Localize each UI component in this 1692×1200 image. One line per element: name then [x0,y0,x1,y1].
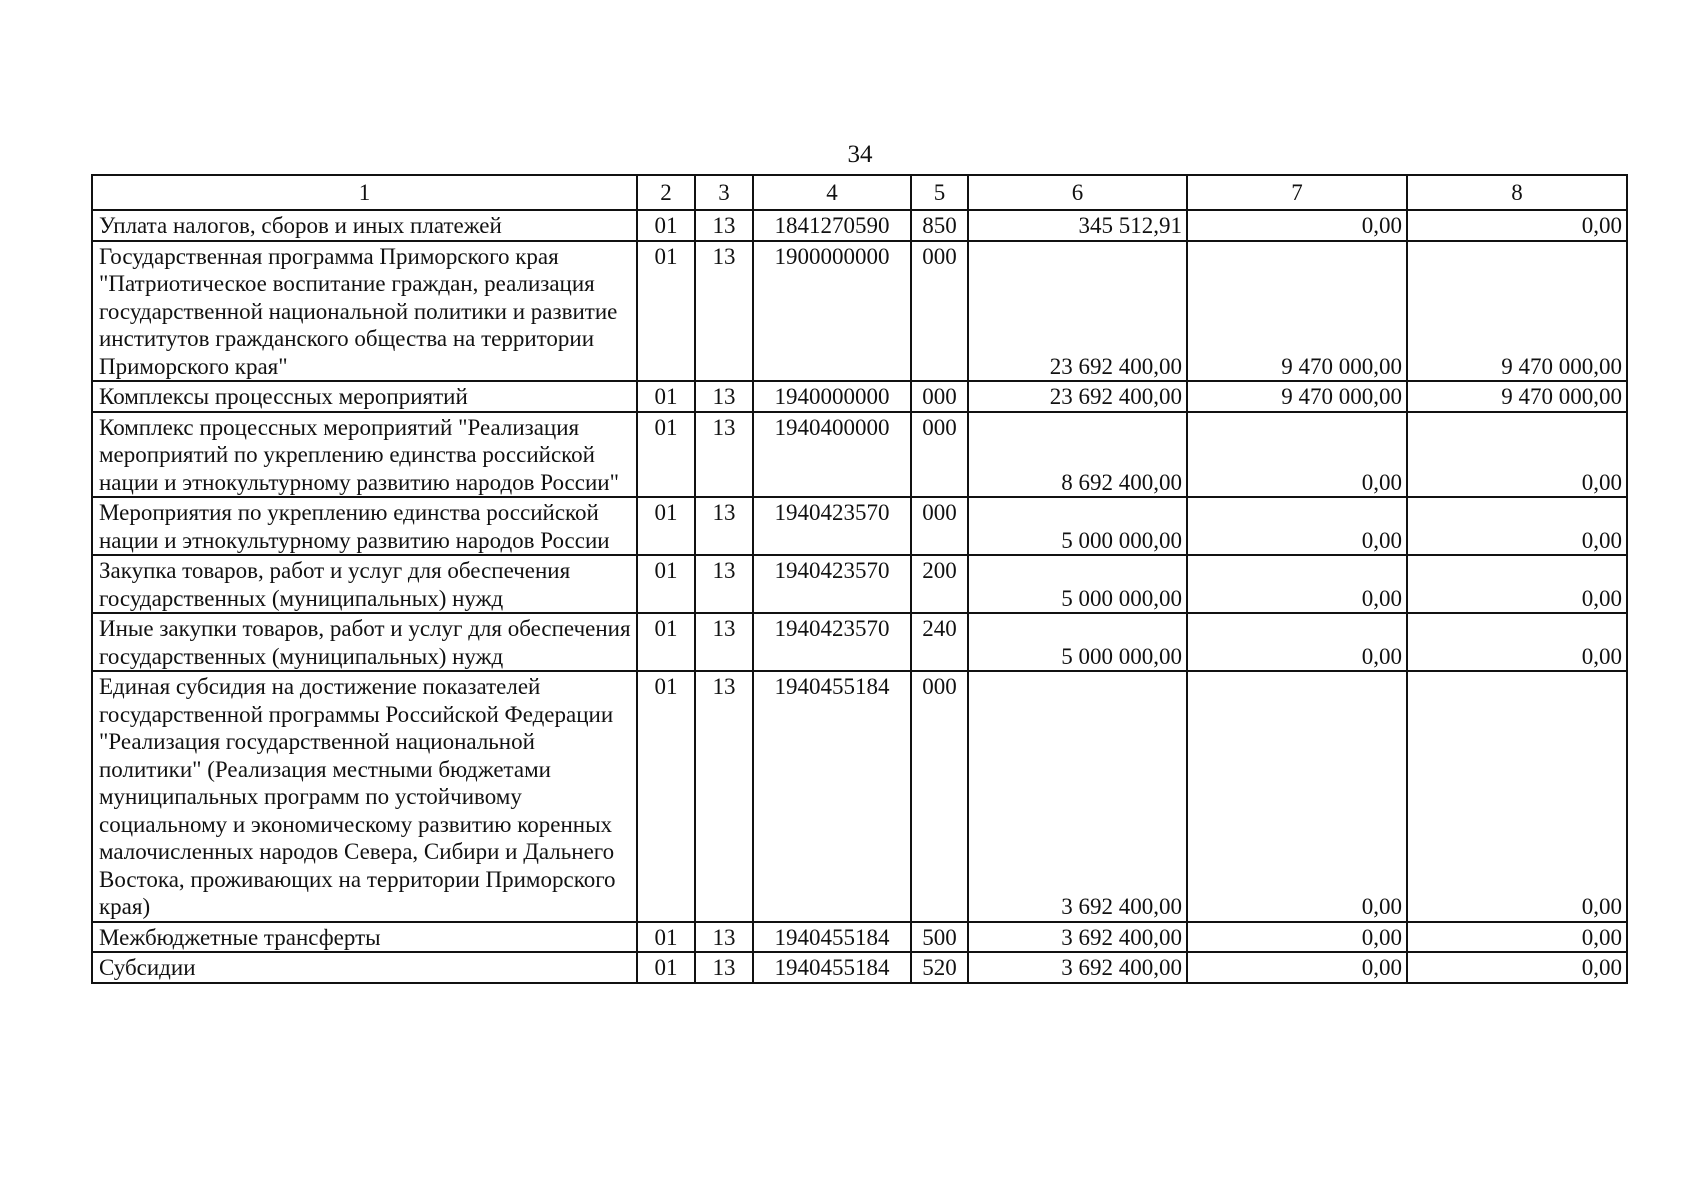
amount-col-7: 0,00 [1187,671,1407,922]
subsection-code: 13 [695,613,753,671]
amount-col-7: 0,00 [1187,555,1407,613]
section-code: 01 [637,497,695,555]
amount-col-8: 9 470 000,00 [1407,241,1627,382]
column-header: 1 [92,175,637,210]
target-article-code: 1940455184 [753,952,911,983]
row-name: Единая субсидия на достижение показателей государственной программы Российской Федерации "Реализация государственной национальной политики" (Реализация местными бюджетами муниципальных программ по устойчивому социальному и экономическому развитию коренных малочисленных народов Севера, Сибири и Дальнего Востока, проживающих на территории Приморского края) [92,671,637,922]
amount-col-7: 0,00 [1187,613,1407,671]
column-header: 2 [637,175,695,210]
expense-type-code: 000 [911,671,968,922]
target-article-code: 1841270590 [753,210,911,241]
amount-col-8: 0,00 [1407,922,1627,953]
row-name: Государственная программа Приморского края "Патриотическое воспитание граждан, реализация государственной национальной политики и развитие институтов гражданского общества на территории Приморского края" [92,241,637,382]
amount-col-6: 3 692 400,00 [968,922,1187,953]
column-header: 4 [753,175,911,210]
table-row [92,210,1627,241]
subsection-code: 13 [695,381,753,412]
row-name: Уплата налогов, сборов и иных платежей [92,210,637,241]
expense-type-code: 850 [911,210,968,241]
row-name: Комплексы процессных мероприятий [92,381,637,412]
amount-col-8: 0,00 [1407,952,1627,983]
section-code: 01 [637,381,695,412]
section-code: 01 [637,671,695,922]
target-article-code: 1940423570 [753,613,911,671]
table-row [92,613,1627,671]
table-row [92,555,1627,613]
section-code: 01 [637,241,695,382]
amount-col-6: 8 692 400,00 [968,412,1187,498]
expense-type-code: 000 [911,381,968,412]
table-row [92,922,1627,953]
column-header: 6 [968,175,1187,210]
target-article-code: 1940400000 [753,412,911,498]
amount-col-7: 9 470 000,00 [1187,381,1407,412]
section-code: 01 [637,210,695,241]
column-header: 5 [911,175,968,210]
amount-col-6: 5 000 000,00 [968,497,1187,555]
section-code: 01 [637,412,695,498]
expense-type-code: 240 [911,613,968,671]
amount-col-8: 0,00 [1407,412,1627,498]
target-article-code: 1940423570 [753,497,911,555]
target-article-code: 1940423570 [753,555,911,613]
amount-col-6: 23 692 400,00 [968,381,1187,412]
subsection-code: 13 [695,210,753,241]
amount-col-7: 0,00 [1187,922,1407,953]
subsection-code: 13 [695,497,753,555]
amount-col-8: 0,00 [1407,613,1627,671]
row-name: Комплекс процессных мероприятий "Реализация мероприятий по укреплению единства российской нации и этнокультурному развитию народов России" [92,412,637,498]
section-code: 01 [637,555,695,613]
table-row [92,241,1627,382]
expense-type-code: 520 [911,952,968,983]
amount-col-7: 0,00 [1187,497,1407,555]
row-name: Закупка товаров, работ и услуг для обеспечения государственных (муниципальных) нужд [92,555,637,613]
subsection-code: 13 [695,952,753,983]
table-row [92,381,1627,412]
column-header: 3 [695,175,753,210]
budget-table [91,174,1628,984]
amount-col-6: 23 692 400,00 [968,241,1187,382]
amount-col-7: 0,00 [1187,952,1407,983]
table-row [92,497,1627,555]
amount-col-8: 0,00 [1407,671,1627,922]
column-header-row [92,175,1627,210]
subsection-code: 13 [695,241,753,382]
target-article-code: 1940455184 [753,671,911,922]
column-header: 8 [1407,175,1627,210]
amount-col-8: 0,00 [1407,555,1627,613]
subsection-code: 13 [695,412,753,498]
row-name: Межбюджетные трансферты [92,922,637,953]
row-name: Мероприятия по укреплению единства российской нации и этнокультурному развитию народов России [92,497,637,555]
expense-type-code: 000 [911,241,968,382]
expense-type-code: 000 [911,497,968,555]
amount-col-7: 0,00 [1187,210,1407,241]
target-article-code: 1940000000 [753,381,911,412]
amount-col-7: 0,00 [1187,412,1407,498]
column-header: 7 [1187,175,1407,210]
amount-col-6: 3 692 400,00 [968,671,1187,922]
amount-col-8: 0,00 [1407,210,1627,241]
section-code: 01 [637,922,695,953]
amount-col-6: 5 000 000,00 [968,613,1187,671]
amount-col-6: 5 000 000,00 [968,555,1187,613]
amount-col-8: 0,00 [1407,497,1627,555]
row-name: Иные закупки товаров, работ и услуг для обеспечения государственных (муниципальных) нужд [92,613,637,671]
subsection-code: 13 [695,555,753,613]
expense-type-code: 000 [911,412,968,498]
page-number: 34 [847,141,873,168]
row-name: Субсидии [92,952,637,983]
amount-col-6: 3 692 400,00 [968,952,1187,983]
table-row [92,952,1627,983]
subsection-code: 13 [695,671,753,922]
subsection-code: 13 [695,922,753,953]
table-row [92,412,1627,498]
expense-type-code: 200 [911,555,968,613]
table-row [92,671,1627,922]
expense-type-code: 500 [911,922,968,953]
amount-col-7: 9 470 000,00 [1187,241,1407,382]
section-code: 01 [637,613,695,671]
amount-col-6: 345 512,91 [968,210,1187,241]
target-article-code: 1900000000 [753,241,911,382]
section-code: 01 [637,952,695,983]
amount-col-8: 9 470 000,00 [1407,381,1627,412]
target-article-code: 1940455184 [753,922,911,953]
